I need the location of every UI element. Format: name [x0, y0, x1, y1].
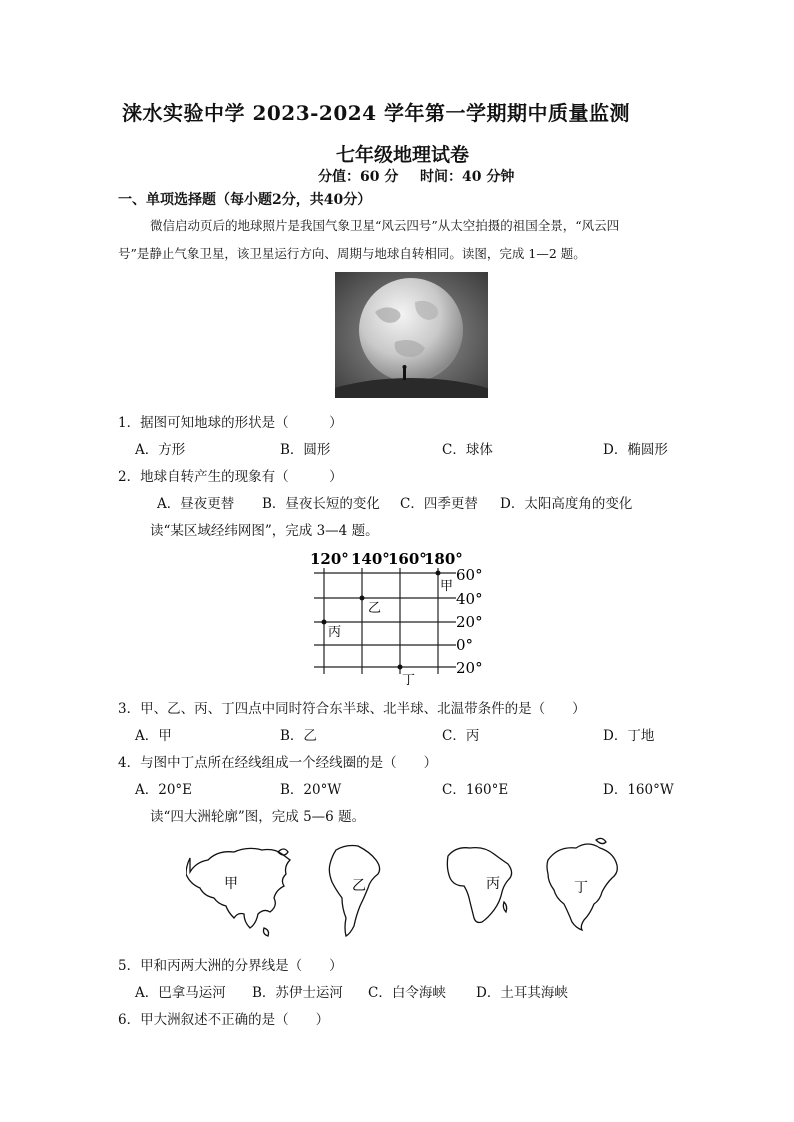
q3-option-c[interactable]: C．丙	[442, 728, 480, 744]
question-3-stem: 3．甲、乙、丙、丁四点中同时符合东半球、北半球、北温带条件的是（ ）	[118, 701, 586, 717]
q5-option-c[interactable]: C．白令海峡	[368, 985, 446, 1001]
q5-option-b[interactable]: B．苏伊士运河	[252, 985, 343, 1001]
point-label-jia: 甲	[440, 579, 454, 594]
question-1-stem: 1．据图可知地球的形状是（ ）	[118, 415, 343, 431]
q2-option-a[interactable]: A．昼夜更替	[157, 496, 235, 512]
exam-title: 涞水实验中学 2023-2024 学年第一学期期中质量监测	[122, 101, 631, 125]
q3-option-d[interactable]: D．丁地	[603, 728, 655, 744]
section-heading: 一、单项选择题（每小题2分，共40分）	[118, 192, 372, 208]
continent-label-bing: 丙	[486, 876, 500, 892]
q3-option-a[interactable]: A．甲	[135, 728, 172, 744]
point-label-yi: 乙	[368, 601, 382, 616]
point-label-bing: 丙	[328, 625, 342, 640]
longitude-label: 160°	[388, 550, 427, 568]
question-4-stem: 4．与图中丁点所在经线组成一个经线圈的是（ ）	[118, 755, 438, 771]
q5-option-a[interactable]: A．巴拿马运河	[135, 985, 226, 1001]
longitude-label: 120°	[310, 550, 349, 568]
continent-label-ding: 丁	[574, 880, 588, 896]
intro-paragraph-line: 号”是静止气象卫星，该卫星运行方向、周期与地球自转相同。读图，完成 1—2 题。	[118, 246, 586, 261]
longitude-label: 140°	[351, 550, 390, 568]
intro-paragraph-line: 微信启动页后的地球照片是我国气象卫星“风云四号”从太空拍摄的祖国全景，“风云四	[150, 218, 620, 233]
q2-option-b[interactable]: B．昼夜长短的变化	[262, 496, 380, 512]
lat-long-grid-figure	[306, 546, 490, 686]
q2-option-d[interactable]: D．太阳高度角的变化	[500, 496, 633, 512]
latitude-label: 20°	[456, 659, 483, 677]
question-5-stem: 5．甲和丙两大洲的分界线是（ ）	[118, 958, 343, 974]
latitude-label: 40°	[456, 590, 483, 608]
q1-option-d[interactable]: D．椭圆形	[603, 442, 668, 458]
latitude-label: 0°	[456, 636, 474, 654]
longitude-label: 180°	[424, 550, 463, 568]
question-2-stem: 2．地球自转产生的现象有（ ）	[118, 469, 343, 485]
point-label-ding: 丁	[402, 673, 416, 686]
time-label: 时间：40 分钟	[420, 169, 515, 185]
question-6-stem: 6．甲大洲叙述不正确的是（ ）	[118, 1012, 330, 1028]
q4-option-a[interactable]: A．20°E	[135, 782, 193, 798]
q4-option-b[interactable]: B．20°W	[280, 782, 342, 798]
q2-option-c[interactable]: C．四季更替	[400, 496, 478, 512]
latitude-label: 20°	[456, 613, 483, 631]
earth-photo	[335, 272, 488, 398]
q4-option-c[interactable]: C．160°E	[442, 782, 509, 798]
continent-outlines-figure	[186, 832, 626, 944]
intro-grid: 读“某区域经纬网图”，完成 3—4 题。	[150, 523, 379, 539]
q3-option-b[interactable]: B．乙	[280, 728, 317, 744]
continent-label-jia: 甲	[224, 876, 238, 892]
q4-option-d[interactable]: D．160°W	[603, 782, 674, 798]
q1-option-c[interactable]: C．球体	[442, 442, 493, 458]
continent-label-yi: 乙	[352, 878, 366, 894]
latitude-label: 60°	[456, 566, 483, 584]
q1-option-b[interactable]: B．圆形	[280, 442, 331, 458]
q5-option-d[interactable]: D．土耳其海峡	[476, 985, 568, 1001]
q1-option-a[interactable]: A．方形	[135, 442, 186, 458]
exam-subtitle: 七年级地理试卷	[336, 144, 470, 166]
intro-continents: 读“四大洲轮廓”图，完成 5—6 题。	[150, 809, 366, 825]
score-label: 分值：60 分	[318, 169, 399, 185]
